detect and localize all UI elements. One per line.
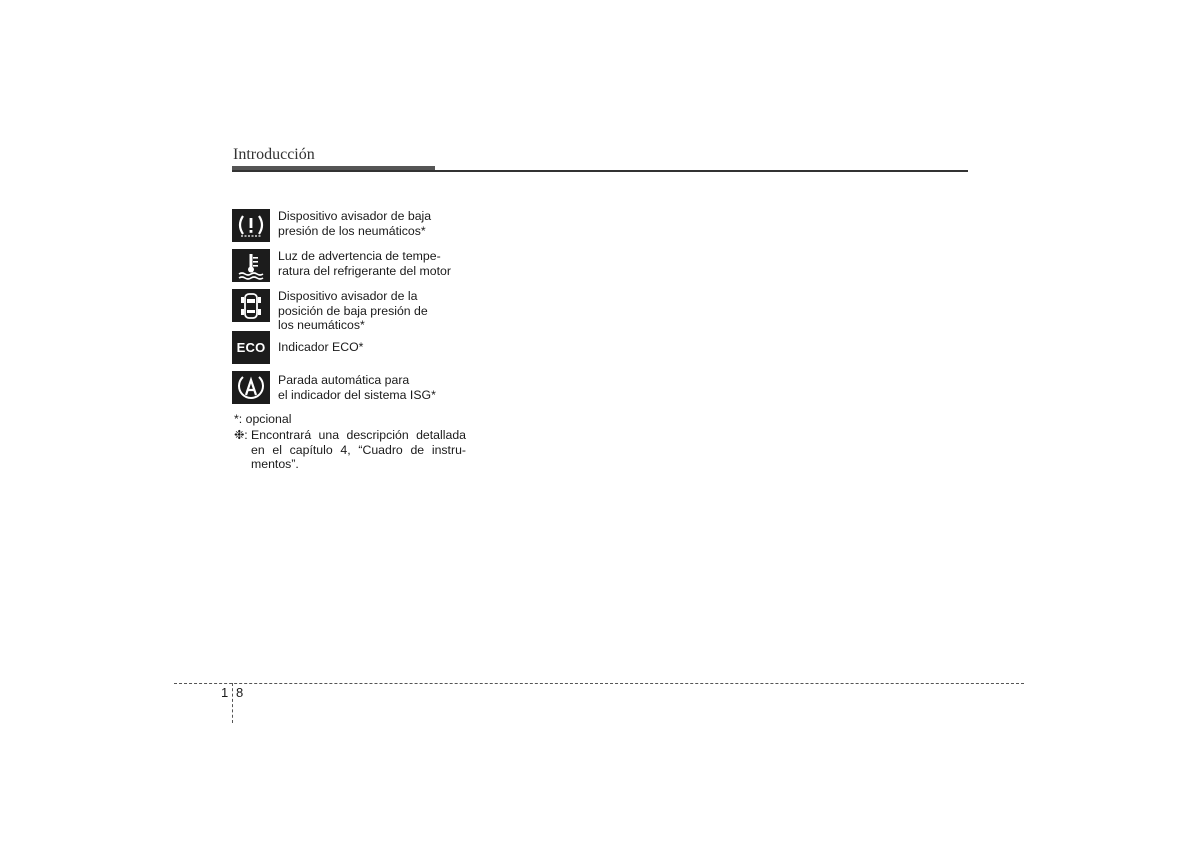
footer-divider	[232, 683, 233, 723]
header-rule-thin	[232, 170, 968, 172]
eco-indicator-icon	[232, 331, 270, 364]
indicator-description: Indicador ECO*	[278, 340, 364, 354]
chapter-number: 1	[221, 685, 229, 700]
detail-note	[234, 428, 466, 472]
tire-position-icon	[232, 289, 270, 322]
eco-icon-label: ECO	[236, 340, 266, 355]
indicator-description: Dispositivo avisador de baja presión de los neumáticos*	[278, 209, 432, 238]
detail-note-symbol: ❉:	[234, 428, 248, 442]
indicator-description: Dispositivo avisador de la posición de baja presión de los neumáticos*	[278, 289, 428, 332]
optional-note: *: opcional	[234, 412, 292, 426]
page-number: 8	[236, 685, 244, 700]
tire-pressure-warning-icon	[232, 209, 270, 242]
indicator-description: Luz de advertencia de tempe- ratura del refrigerante del motor	[278, 249, 451, 278]
auto-stop-isg-icon	[232, 371, 270, 404]
coolant-temperature-icon	[232, 249, 270, 282]
footer-rule	[174, 683, 1024, 684]
indicator-description: Parada automática para el indicador del sistema ISG*	[278, 373, 436, 402]
detail-note-text: Encontrará una descripción detallada en el capítulo 4, “Cuadro de instru-mentos”.	[251, 428, 466, 471]
page-header-title: Introducción	[233, 146, 315, 163]
